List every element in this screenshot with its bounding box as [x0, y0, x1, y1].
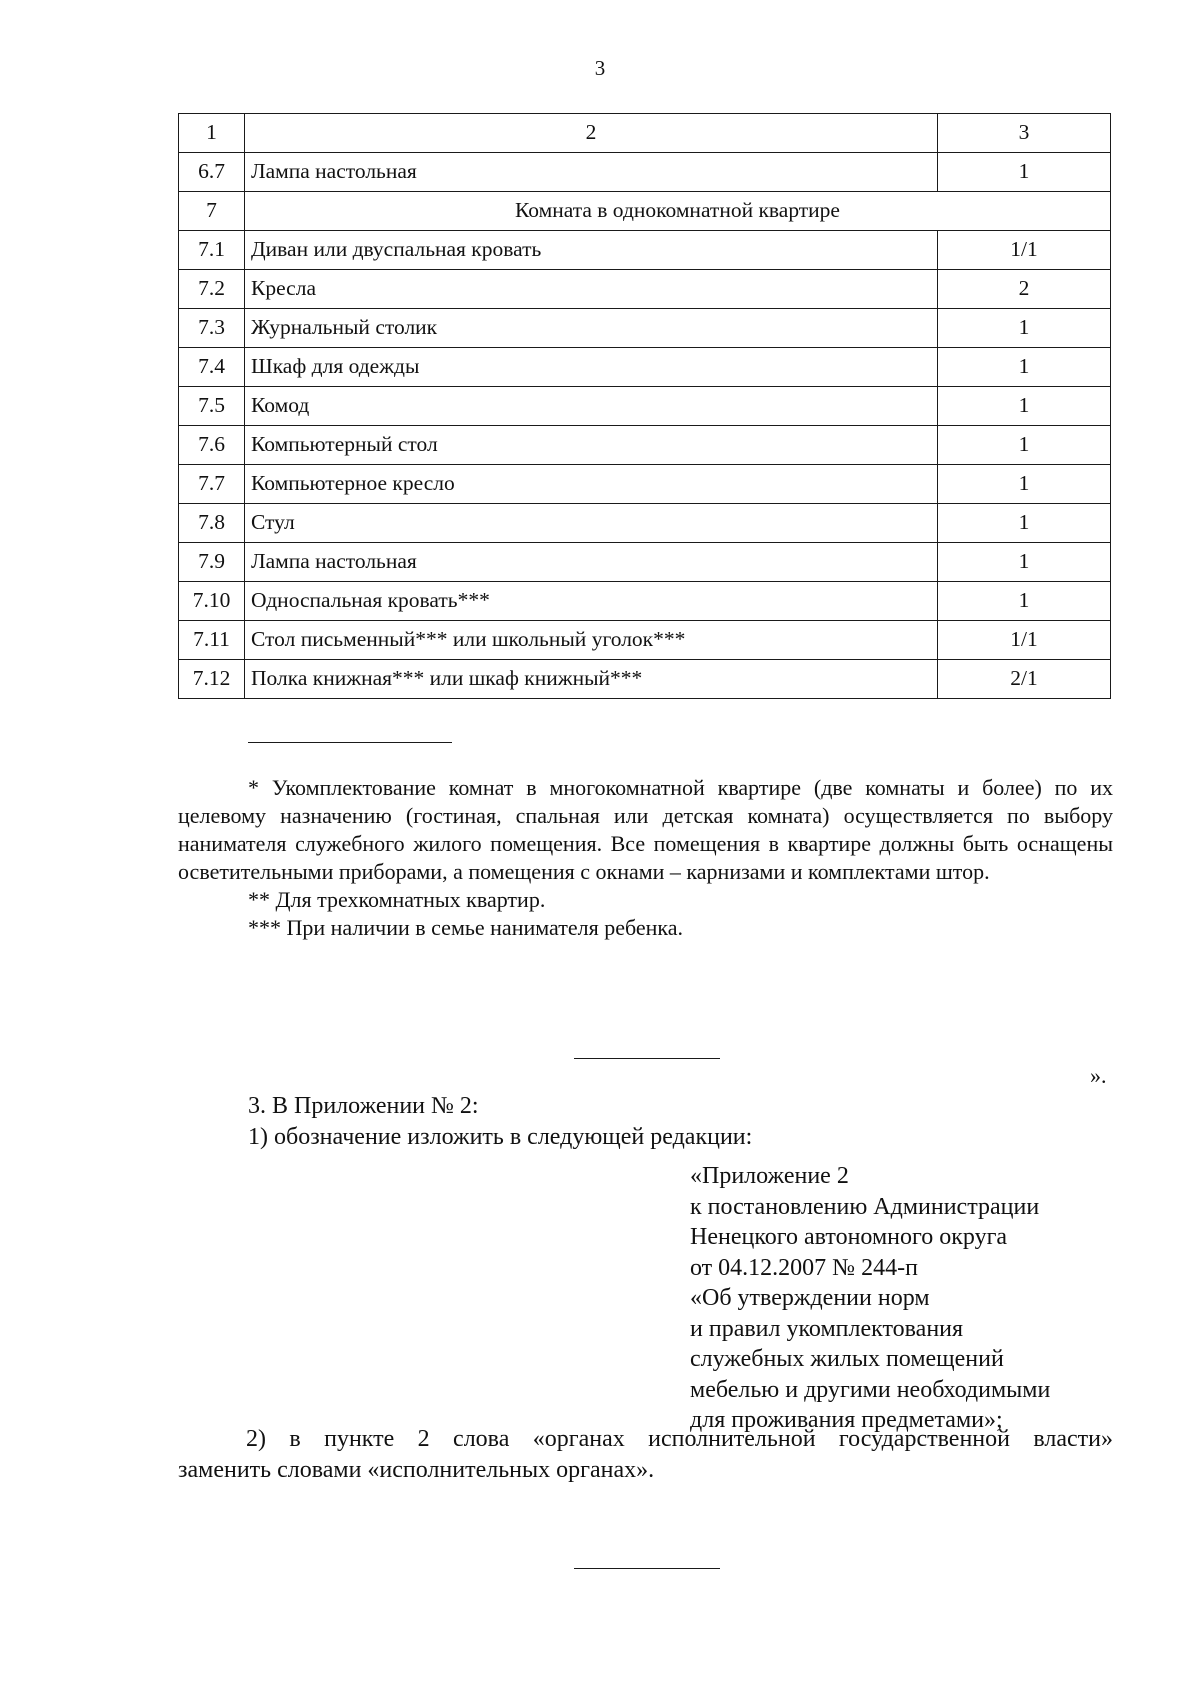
- item-name-cell: Полка книжная*** или шкаф книжный***: [245, 660, 938, 699]
- item-name-cell: Лампа настольная: [245, 153, 938, 192]
- footnote-3: *** При наличии в семье нанимателя ребенка.: [248, 915, 684, 940]
- table-row: [179, 309, 1111, 348]
- item-name-cell: Компьютерный стол: [245, 426, 938, 465]
- closing-quote: ».: [1090, 1063, 1107, 1088]
- item-name-cell: Лампа настольная: [245, 543, 938, 582]
- table-row: [179, 543, 1111, 582]
- item-number-cell: 7.9: [179, 543, 245, 582]
- item-quantity-cell: 1: [938, 153, 1111, 192]
- end-divider: [574, 1568, 720, 1569]
- item-name-cell: Шкаф для одежды: [245, 348, 938, 387]
- item-name-cell: Стол письменный*** или школьный уголок***: [245, 621, 938, 660]
- appendix-line: Ненецкого автономного округа: [690, 1224, 1008, 1250]
- item-name-cell: Односпальная кровать***: [245, 582, 938, 621]
- table-row: [179, 621, 1111, 660]
- appendix-heading: [690, 1161, 1110, 1436]
- item-name-cell: Комод: [245, 387, 938, 426]
- appendix-line: мебелью и другими необходимыми: [690, 1376, 1051, 1403]
- item-quantity-cell: 1: [938, 309, 1111, 348]
- amendment-item-3: 3. В Приложении № 2:: [248, 1093, 479, 1119]
- appendix-line: от 04.12.2007 № 244-п: [690, 1254, 918, 1281]
- item-name-cell: Журнальный столик: [245, 309, 938, 348]
- subitem-2-line-2: заменить словами «исполнительных органах».: [178, 1456, 655, 1483]
- item-quantity-cell: 1/1: [938, 231, 1111, 270]
- table-row: [179, 660, 1111, 699]
- item-number-cell: 7.8: [179, 504, 245, 543]
- item-number-cell: 7.6: [179, 426, 245, 465]
- section-title-cell: Комната в однокомнатной квартире: [245, 192, 1111, 231]
- item-number-cell: 7.7: [179, 465, 245, 504]
- furniture-table: [178, 113, 1111, 699]
- footnote-separator: [248, 742, 452, 743]
- table-row: [179, 153, 1111, 192]
- item-number-cell: 7.10: [179, 582, 245, 621]
- item-quantity-cell: 1: [938, 504, 1111, 543]
- item-quantity-cell: 1: [938, 348, 1111, 387]
- table-row: [179, 504, 1111, 543]
- footnote-1: * Укомплектование комнат в многокомнатной квартире (две комнаты и более) по их целевому назначению (гостиная, спальная или детская комната) осуществляется по выбору нанимателя служебного жилого помещения. Все помещения в квартире должны быть оснащены осветительными приборами, а помещения с окнами – карнизами и комплектами штор.: [178, 775, 1113, 884]
- table-row: [179, 387, 1111, 426]
- table-row: [179, 426, 1111, 465]
- subitem-2-line-1: 2) в пункте 2 слова «органах исполнительной государственной власти»: [246, 1426, 1113, 1452]
- appendix-line: к постановлению Администрации: [690, 1193, 1040, 1220]
- appendix-line: «Приложение 2: [690, 1163, 849, 1189]
- footnotes: [178, 774, 1113, 942]
- footnote-2: ** Для трехкомнатных квартир.: [248, 887, 546, 912]
- item-name-cell: Диван или двуспальная кровать: [245, 231, 938, 270]
- table-section-row: [179, 192, 1111, 231]
- item-number-cell: 7.2: [179, 270, 245, 309]
- item-quantity-cell: 1: [938, 543, 1111, 582]
- item-number-cell: 7.3: [179, 309, 245, 348]
- amendment-subitem-1: 1) обозначение изложить в следующей редакции:: [248, 1124, 753, 1150]
- item-quantity-cell: 1/1: [938, 621, 1111, 660]
- item-quantity-cell: 1: [938, 426, 1111, 465]
- table-row: [179, 231, 1111, 270]
- item-quantity-cell: 1: [938, 582, 1111, 621]
- item-number-cell: 7.12: [179, 660, 245, 699]
- appendix-line: «Об утверждении норм: [690, 1285, 930, 1311]
- item-quantity-cell: 2: [938, 270, 1111, 309]
- item-name-cell: Стул: [245, 504, 938, 543]
- appendix-line: для проживания предметами»;: [690, 1407, 1003, 1433]
- item-number-cell: 7.11: [179, 621, 245, 660]
- item-number-cell: 7.5: [179, 387, 245, 426]
- item-name-cell: Компьютерное кресло: [245, 465, 938, 504]
- header-cell: 3: [938, 114, 1111, 153]
- item-number-cell: 6.7: [179, 153, 245, 192]
- item-number-cell: 7.4: [179, 348, 245, 387]
- amendment-subitem-2: [178, 1424, 1113, 1485]
- section-divider: [574, 1058, 720, 1059]
- appendix-line: и правил укомплектования: [690, 1315, 964, 1342]
- table-row: [179, 465, 1111, 504]
- table-row: [179, 582, 1111, 621]
- item-number-cell: 7.1: [179, 231, 245, 270]
- item-name-cell: Кресла: [245, 270, 938, 309]
- item-quantity-cell: 2/1: [938, 660, 1111, 699]
- header-cell: 2: [245, 114, 938, 153]
- item-quantity-cell: 1: [938, 465, 1111, 504]
- table-row: [179, 348, 1111, 387]
- table-header-row: [179, 114, 1111, 153]
- page-number: 3: [594, 56, 606, 80]
- item-quantity-cell: 1: [938, 387, 1111, 426]
- item-number-cell: 7: [179, 192, 245, 231]
- header-cell: 1: [179, 114, 245, 153]
- table-row: [179, 270, 1111, 309]
- appendix-line: служебных жилых помещений: [690, 1346, 1004, 1372]
